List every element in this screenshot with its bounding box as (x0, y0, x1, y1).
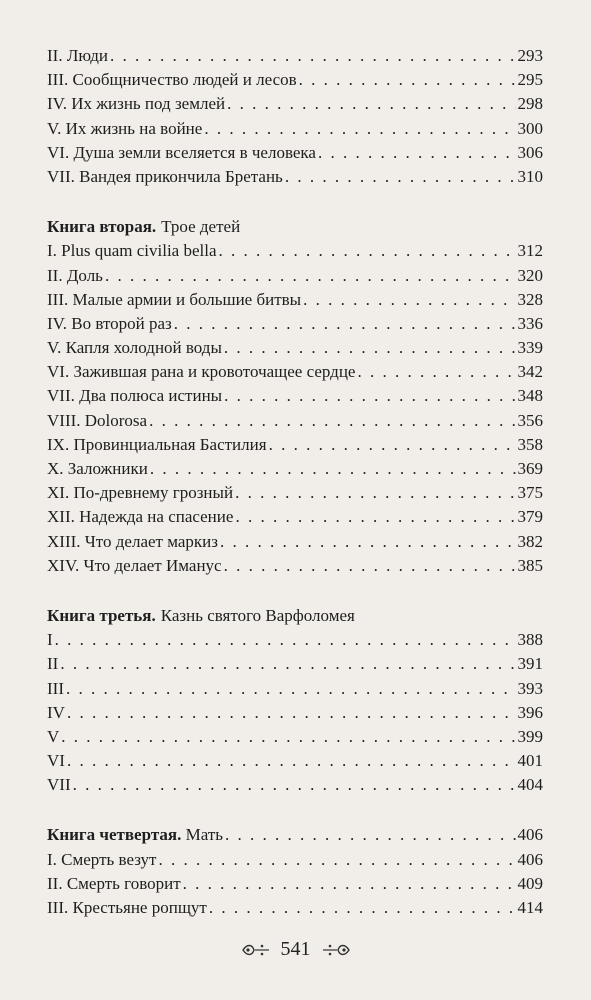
toc-leader-dots (73, 773, 516, 797)
book-heading (47, 823, 543, 847)
toc-leader-dots (67, 701, 516, 725)
toc-entry-title: IV (47, 702, 65, 722)
toc-entry-title: I. Plus quam civilia bella (47, 241, 217, 261)
book-heading-title: Казнь святого Варфоломея (160, 605, 355, 625)
folio-group (241, 938, 351, 961)
page-number-footer (0, 938, 591, 965)
toc-entry-title: II. Смерть говорит (47, 873, 181, 893)
toc-entry (47, 872, 543, 896)
toc-leader-dots (318, 141, 516, 165)
toc-entry-page: 348 (517, 386, 543, 406)
toc-leader-dots (224, 554, 516, 578)
book-heading-text (47, 823, 223, 847)
toc-entry (47, 749, 543, 773)
toc-leader-dots (204, 117, 515, 141)
toc-entry-title: III. Крестьяне ропщут (47, 898, 207, 917)
section-gap (47, 189, 543, 215)
toc-entry-page: 393 (517, 678, 543, 698)
toc-entry-page: 356 (517, 410, 543, 430)
toc-entry-title: V (47, 726, 60, 746)
toc-entry-title: III. Малые армии и большие битвы (47, 289, 302, 309)
toc-leader-dots (55, 628, 516, 652)
toc-entry-page: 310 (517, 166, 543, 186)
toc-entry-page: 385 (517, 555, 543, 575)
toc-leader-dots (269, 433, 516, 457)
toc-leader-dots (158, 848, 515, 872)
book-heading-label: Книга третья. (47, 605, 156, 625)
toc-leader-dots (110, 44, 516, 68)
toc-entry-title: V. Капля холодной воды (47, 338, 222, 358)
toc-entry-page: 388 (517, 630, 543, 650)
toc-entry (47, 68, 543, 92)
toc-leader-dots (235, 481, 515, 505)
toc-entry-title: XIV. Что делает Иманус (47, 555, 222, 575)
toc-entry (47, 264, 543, 288)
toc-leader-dots (209, 896, 516, 920)
page-number: 541 (280, 938, 311, 960)
toc-entry (47, 481, 543, 505)
toc-section-continued (47, 44, 543, 189)
toc-entry-page: 336 (517, 313, 543, 333)
toc-entry (47, 628, 543, 652)
toc-section-book2 (47, 215, 543, 578)
toc-entry (47, 312, 543, 336)
toc-leader-dots (67, 749, 516, 773)
toc-entry-title: X. Заложники (47, 459, 148, 478)
book-heading-title: Трое детей (161, 217, 241, 237)
toc-entry-page: 379 (517, 507, 543, 527)
toc-entry (47, 701, 543, 725)
toc-leader-dots (66, 677, 516, 701)
toc-entry-title: IV. Во второй раз (47, 313, 172, 333)
book-heading-title: Мать (185, 825, 223, 845)
toc-entry (47, 165, 543, 189)
toc-entry-page: 414 (517, 898, 543, 917)
toc-entry (47, 554, 543, 578)
toc-entry (47, 677, 543, 701)
toc-entry-title: VI (47, 751, 65, 771)
toc-section-book4 (47, 823, 543, 920)
toc-entry-title: XII. Надежда на спасение (47, 507, 234, 527)
toc-leader-dots (303, 288, 515, 312)
toc-entry-title: I (47, 630, 53, 650)
toc-entry (47, 530, 543, 554)
toc-entry-title: II. Люди (47, 46, 108, 65)
toc-leader-dots (227, 92, 515, 116)
toc-entry (47, 117, 543, 141)
toc-entry (47, 848, 543, 872)
toc-leader-dots (224, 384, 515, 408)
toc-entry-title: III. Сообщничество людей и лесов (47, 70, 297, 90)
toc-entry (47, 409, 543, 433)
table-of-contents (47, 44, 543, 920)
toc-entry-page: 396 (517, 702, 543, 722)
toc-section-book3 (47, 604, 543, 798)
toc-entry-page: 401 (517, 751, 543, 771)
section-gap (47, 797, 543, 823)
toc-entry (47, 141, 543, 165)
toc-entry (47, 896, 543, 920)
toc-entry (47, 336, 543, 360)
toc-entry-page: 295 (517, 70, 543, 90)
toc-entry-page: 409 (517, 873, 543, 893)
toc-entry-title: II (47, 654, 59, 674)
toc-entry (47, 239, 543, 263)
toc-entry-page: 328 (517, 289, 543, 309)
book-heading (47, 215, 543, 239)
toc-leader-dots (285, 165, 516, 189)
toc-leader-dots (149, 409, 515, 433)
toc-entry-page: 375 (517, 483, 543, 503)
toc-entry (47, 725, 543, 749)
toc-entry-page: 312 (517, 241, 543, 261)
toc-entry (47, 360, 543, 384)
toc-leader-dots (235, 505, 515, 529)
toc-leader-dots (61, 725, 515, 749)
section-gap (47, 578, 543, 604)
toc-leader-dots (220, 530, 516, 554)
toc-leader-dots (60, 652, 515, 676)
toc-entry-title: V. Их жизнь на войне (47, 118, 203, 138)
toc-entry-title: IX. Провинциальная Бастилия (47, 434, 267, 454)
toc-entry-page: 358 (517, 434, 543, 454)
toc-entry-page: 300 (517, 118, 543, 138)
toc-entry-page: 298 (517, 94, 543, 114)
toc-entry (47, 384, 543, 408)
toc-leader-dots (105, 264, 516, 288)
toc-entry-title: VI. Зажившая рана и кровоточащее сердце (47, 362, 356, 382)
toc-entry-page: 369 (517, 459, 543, 478)
toc-entry-title: VI. Душа земли вселяется в человека (47, 142, 316, 162)
toc-entry-title: VII (47, 775, 71, 795)
toc-entry-page: 399 (517, 726, 543, 746)
book-heading (47, 604, 543, 628)
toc-entry (47, 505, 543, 529)
toc-entry (47, 288, 543, 312)
toc-leader-dots (174, 312, 516, 336)
toc-entry-title: III (47, 678, 64, 698)
toc-leader-dots (224, 336, 516, 360)
toc-entry-page: 320 (517, 265, 543, 285)
toc-entry-page: 382 (517, 531, 543, 551)
toc-entry-page: 391 (517, 654, 543, 674)
toc-leader-dots (150, 457, 516, 481)
toc-entry-page: 293 (517, 46, 543, 65)
toc-entry-title: VII. Вандея прикончила Бретань (47, 166, 283, 186)
toc-entry (47, 92, 543, 116)
toc-leader-dots (225, 823, 516, 847)
toc-entry-page: 406 (517, 849, 543, 869)
toc-entry-page: 306 (517, 142, 543, 162)
toc-entry-title: IV. Их жизнь под землей (47, 94, 226, 114)
scroll-ornament-icon (241, 941, 271, 959)
toc-leader-dots (219, 239, 516, 263)
toc-leader-dots (183, 872, 516, 896)
book-heading-label: Книга вторая. (47, 217, 157, 237)
toc-entry (47, 433, 543, 457)
toc-entry (47, 773, 543, 797)
toc-entry (47, 652, 543, 676)
toc-entry-title: I. Смерть везут (47, 849, 157, 869)
toc-entry-title: XIII. Что делает маркиз (47, 531, 218, 551)
scroll-ornament-icon (321, 941, 351, 959)
toc-entry-page: 404 (517, 775, 543, 795)
toc-entry-title: VIII. Dolorosa (47, 410, 148, 430)
book-heading-label: Книга четвертая. (47, 825, 182, 845)
toc-entry-page: 342 (517, 362, 543, 382)
toc-entry-title: VII. Два полюса истины (47, 386, 223, 406)
toc-entry (47, 457, 543, 481)
toc-entry-title: II. Доль (47, 265, 103, 285)
toc-entry-title: XI. По-древнему грозный (47, 483, 234, 503)
toc-leader-dots (357, 360, 515, 384)
toc-entry-page: 339 (517, 338, 543, 358)
toc-entry (47, 44, 543, 68)
toc-entry-page: 406 (517, 825, 543, 845)
toc-leader-dots (299, 68, 516, 92)
